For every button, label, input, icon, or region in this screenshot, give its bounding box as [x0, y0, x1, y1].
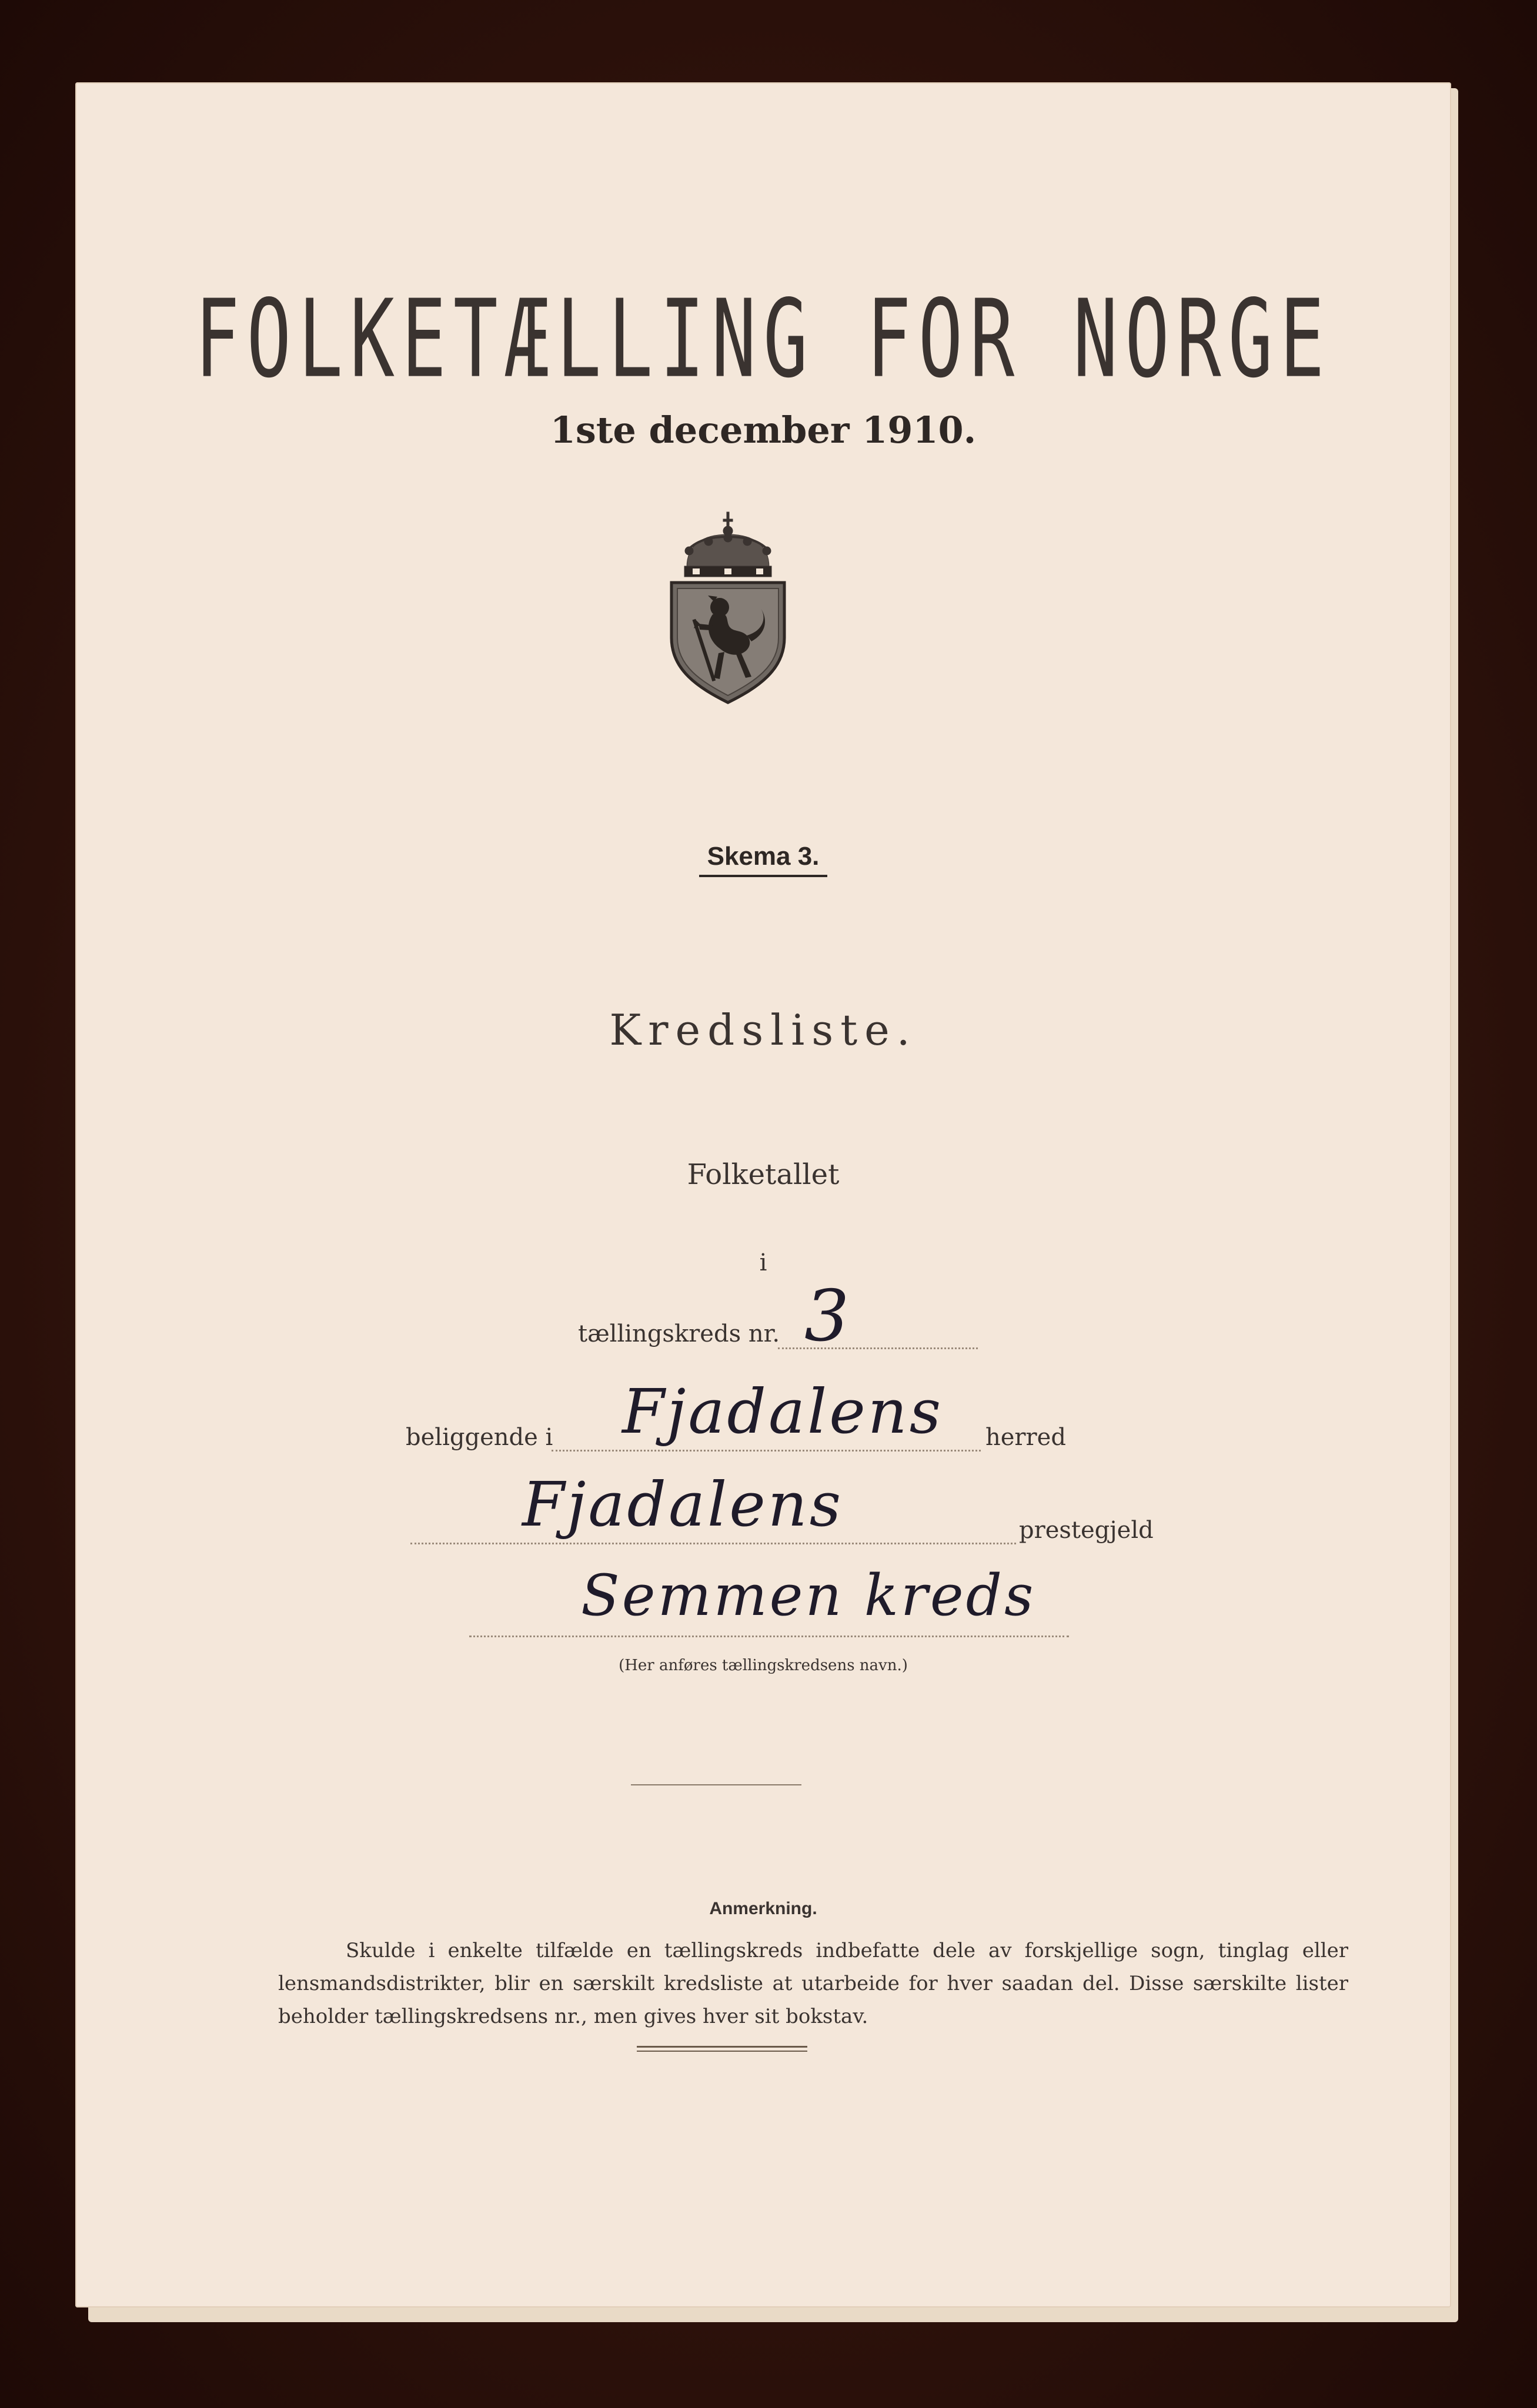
schema-label [75, 842, 1451, 877]
district-name-line [469, 1636, 1069, 1637]
divider-double-top [637, 2046, 807, 2048]
municipality-value: Fjadalens [622, 1376, 944, 1447]
municipality-suffix: herred [985, 1424, 1066, 1451]
population-label: Folketallet [687, 1158, 840, 1191]
form-heading: Kredsliste. [609, 1005, 917, 1055]
remark-paragraph: Skulde i enkelte tilfælde en tællingskreds indbefatte dele av forskjellige sogn, tinglag eller lensmandsdistrikter, blir en særskilt kredsliste at utarbeide for hver saadan del. Disse særskilte lister beholder tællingskredsens nr., men gives hver sit bokstav. [278, 1939, 1348, 2028]
parish-suffix: prestegjeld [1019, 1517, 1154, 1544]
district-name-value: Semmen kreds [581, 1563, 1036, 1628]
remark-heading: Anmerkning. [709, 1899, 817, 1918]
census-form-page [75, 82, 1451, 2307]
district-number-label: tællingskreds nr. [578, 1320, 780, 1347]
divider-double-bottom [637, 2051, 807, 2052]
remark-text [278, 1934, 1348, 2033]
coat-of-arms-icon [663, 509, 793, 705]
page-subtitle: 1ste december 1910. [550, 409, 977, 452]
district-name-hint: (Her anføres tællingskredsens navn.) [619, 1657, 908, 1674]
municipality-line [552, 1450, 981, 1452]
schema-label-text: Skema 3. [699, 842, 828, 877]
page-title: FOLKETÆLLING FOR NORGE [195, 276, 1332, 402]
parish-value: Fjadalens [522, 1469, 844, 1540]
in-label: i [759, 1249, 767, 1276]
located-label: beliggende i [406, 1424, 553, 1451]
divider-short [631, 1784, 801, 1785]
parish-line [410, 1543, 1016, 1544]
district-number-value: 3 [804, 1276, 852, 1357]
